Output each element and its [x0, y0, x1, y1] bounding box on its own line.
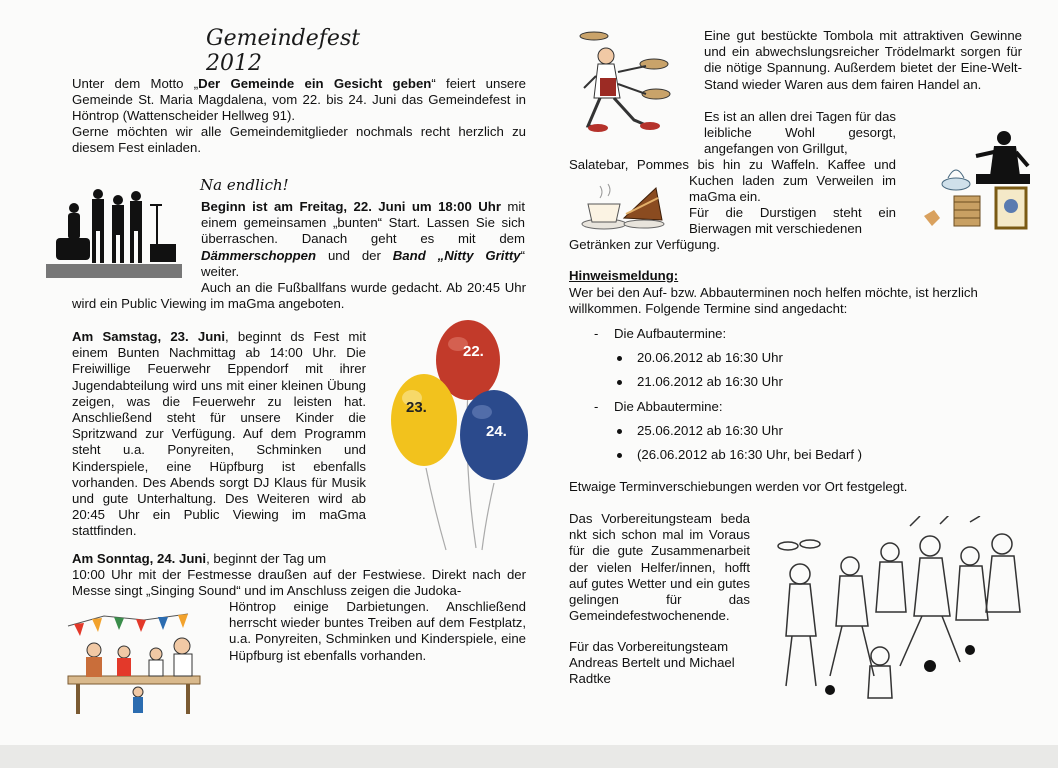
motto: Der Gemeinde ein Gesicht geben: [198, 76, 432, 91]
saturday-bold: Am Samstag, 23. Juni: [72, 329, 225, 344]
subtitle-na-endlich: Na endlich!: [200, 176, 289, 194]
coffee-cake-image: [580, 180, 666, 232]
page-title: Gemeindefest 2012: [206, 26, 361, 76]
friday-text1: mit einem gemeinsamen „bunten“ Start. Lassen Sie sich überraschen. Danach geht es mit dem: [201, 199, 525, 247]
aufbau-date-2: 21.06.2012 ab 16:30 Uhr: [637, 374, 783, 389]
saturday-paragraph: [72, 329, 366, 540]
balloon-24-label: 24.: [486, 423, 507, 440]
food-line-2: Salatebar, Pommes bis hin zu Waffeln. Kaffee und: [569, 157, 896, 172]
family-party-image: [64, 606, 204, 724]
bullet: [617, 453, 622, 458]
food-line-5: Getränken zur Verfügung.: [569, 237, 721, 252]
bar-scene-image: [920, 126, 1036, 234]
food-paragraph: Es ist an allen drei Tagen für das leibliche Wohl gesorgt, angefangen von Grillgut,: [704, 109, 896, 157]
intro-text-post: “ feiert unsere Gemeinde St. Maria Magdalena, vom 22. bis 24. Juni das Gemeindefest in Höntrop (Wattenscheider Hellweg 91).: [72, 76, 526, 124]
scan-bottom-strip: [0, 745, 1058, 768]
band-name: Band „Nitty Gritty: [392, 247, 521, 263]
notice-text: Wer bei den Auf- bzw. Abbauterminen noch helfen möchte, ist herzlich willkommen. Folgende Termine sind angedacht:: [569, 285, 978, 317]
balloons-image: [386, 318, 536, 558]
friday-paragraph: [201, 199, 525, 280]
dammerschoppen: Dämmerschoppen: [201, 247, 317, 263]
thanks-paragraph: Das Vorbereitungsteam beda nkt sich schon mal im Voraus für die gute Zusammenarbeit der vielen Helfer/innen, hofft auf gutes Wetter und ein gutes gelingen für das Gemeindefestwochenende.: [569, 511, 750, 624]
abbau-date-1: 25.06.2012 ab 16:30 Uhr: [637, 423, 783, 438]
sunday-heading: [72, 551, 382, 567]
crowd-cartoon-image: [770, 516, 1028, 712]
intro-paragraph: [72, 76, 526, 125]
notice-title: [569, 268, 769, 284]
notice-title-text: Hinweismeldung:: [569, 268, 679, 283]
tombola-paragraph: Eine gut bestückte Tombola mit attraktiven Gewinne und ein abwechslungsreicher Trödelmarkt sorgen für die nötige Spannung. Außerdem bietet der Eine-Welt-Stand wieder Waren aus dem fairen Handel an.: [704, 28, 1022, 92]
waiter-cartoon-image: [574, 28, 684, 138]
aufbau-label: Die Aufbautermine:: [614, 326, 727, 341]
sunday-text1: , beginnt der Tag um: [206, 551, 327, 566]
friday-bold: Beginn ist am Freitag, 22. Juni um 18:00 Uhr: [201, 199, 501, 214]
band-silhouette-image: [46, 186, 182, 278]
food-line-4: Für die Durstigen steht ein Bierwagen mit verschiedenen: [689, 205, 896, 237]
friday-text3: “ weiter.: [201, 247, 525, 279]
invitation-paragraph: Gerne möchten wir alle Gemeindemitglieder nochmals recht herzlich zu diesem Fest einladen.: [72, 124, 526, 156]
bullet: [617, 380, 622, 385]
bullet: [617, 429, 622, 434]
aufbau-dash: -: [594, 326, 599, 341]
sunday-paragraph-cont: Höntrop einige Darbietungen. Anschließend herrscht wieder buntes Treiben auf dem Festplatz, u.a. Ponyreiten, Schminken und Kinderspiele, eine Hüpfburg ist ebenfalls vorhanden.: [229, 599, 526, 663]
saturday-text: , beginnt ds Fest mit einem Bunten Nachmittag ab 14:00 Uhr. Die Freiwillige Feuerwehr Eppendorf mit ihrer Jugendabteilung wird uns mit einer kleinen Übung zeigen, was die Feuerwehr zu leisten hat. Anschließend steht für unsere Kinder die Spritzwand zur Verfügung. Auf dem Programm steht u.a. Ponyreiten, Schminken und Kinderspiele, eine Hüpfburg ist ebenfalls vorhanden. Des Abends sorgt DJ Klaus für Musik und gute Unterhaltung. Des Weiteren wird ab 20:45 Uhr ein Public Viewing im maGma stattfinden.: [72, 329, 366, 539]
football-paragraph: Auch an die Fußballfans wurde gedacht. Ab 20:45 Uhr wird ein Public Viewing im maGma angeboten.: [72, 280, 526, 312]
aufbau-date-1: 20.06.2012 ab 16:30 Uhr: [637, 350, 783, 365]
balloon-22-label: 22.: [463, 343, 484, 360]
food-line-3: Kuchen laden zum Verweilen im maGma ein.: [689, 173, 896, 205]
intro-text-pre: Unter dem Motto „: [72, 76, 199, 91]
signature-line-2: Andreas Bertelt und Michael Radtke: [569, 655, 735, 687]
bullet: [617, 356, 622, 361]
sunday-bold: Am Sonntag, 24. Juni: [72, 551, 207, 566]
balloon-23-label: 23.: [406, 399, 427, 416]
signature-line-1: Für das Vorbereitungsteam: [569, 639, 729, 654]
sunday-paragraph: 10:00 Uhr mit der Festmesse draußen auf der Festwiese. Direkt nach der Messe singt „Singing Sound“ und im Anschluss zeigen die Judoka-: [72, 567, 526, 599]
abbau-dash: -: [594, 399, 599, 414]
abbau-date-2: (26.06.2012 ab 16:30 Uhr, bei Bedarf ): [637, 447, 863, 462]
abbau-label: Die Abbautermine:: [614, 399, 723, 414]
friday-text2: und der: [316, 247, 393, 263]
shift-note: Etwaige Terminverschiebungen werden vor Ort festgelegt.: [569, 479, 908, 494]
